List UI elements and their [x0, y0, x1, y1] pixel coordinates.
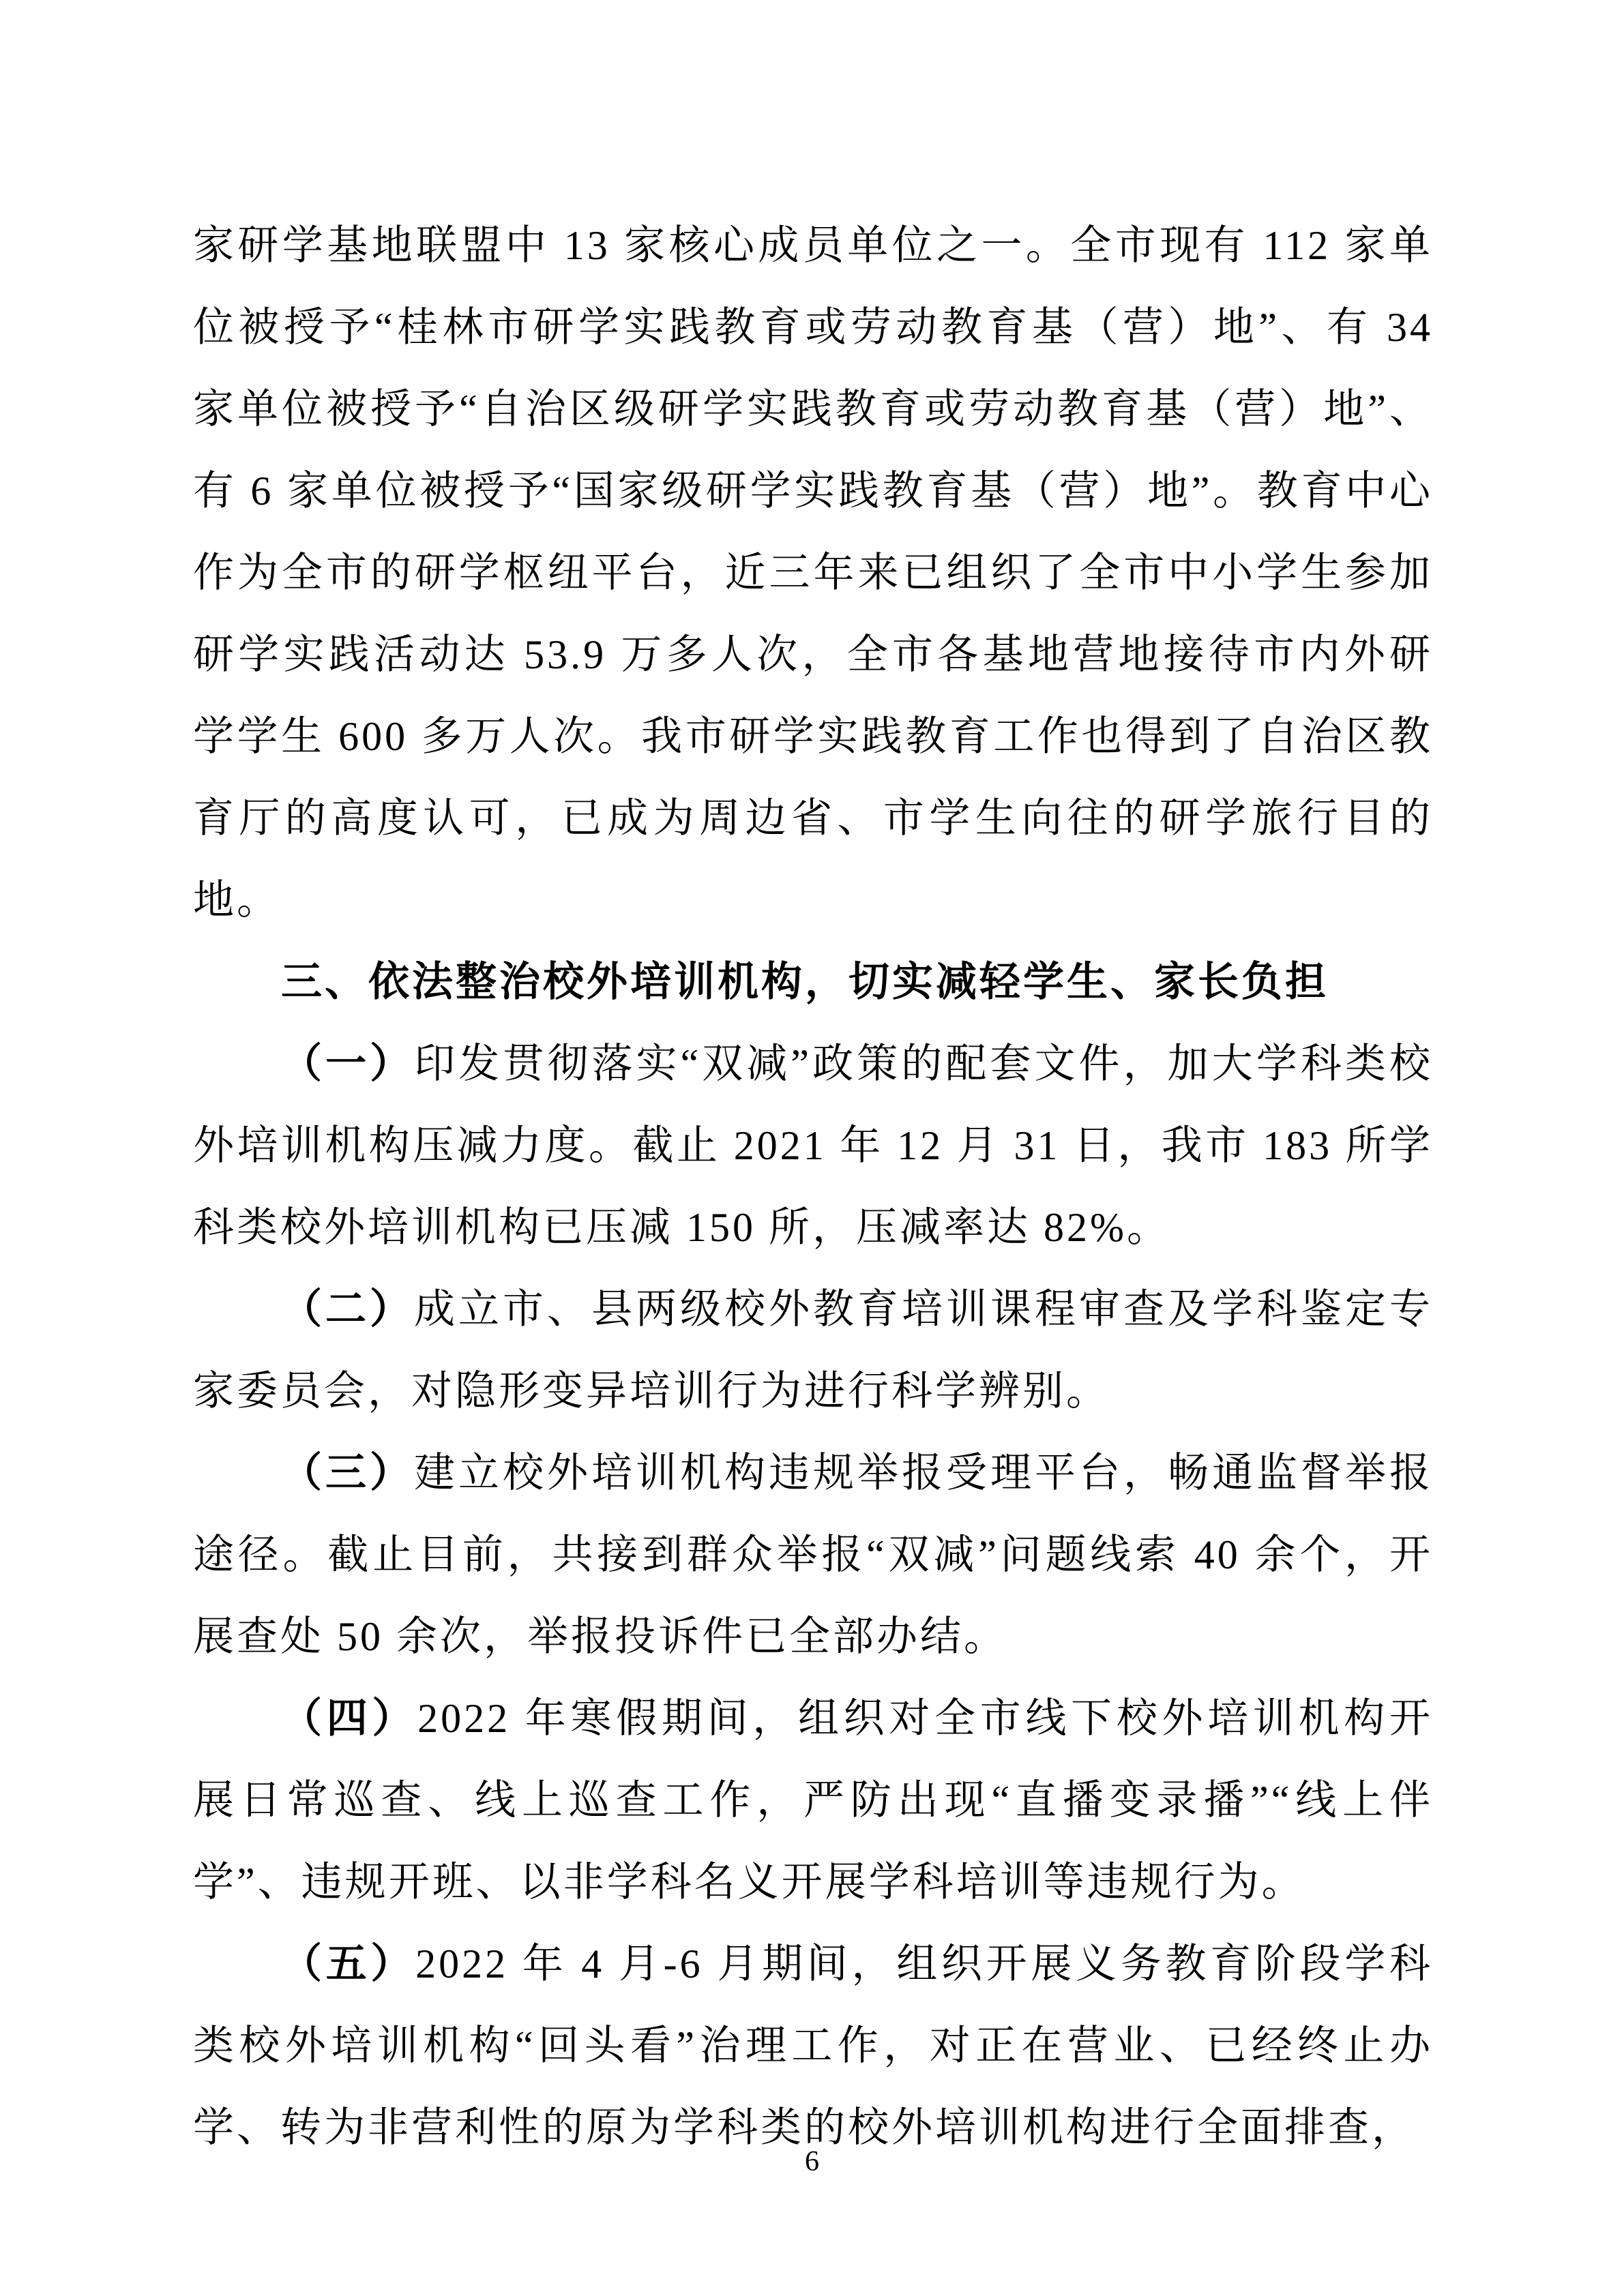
paragraph-text: 建立校外培训机构违规举报受理平台，畅通监督举报途径。截止目前，共接到群众举报“双减”问题线索 40 余个，开展查处 50 余次，举报投诉件已全部办结。 — [193, 1450, 1433, 1659]
paragraph-text: 印发贯彻落实“双减”政策的配套文件，加大学科类校外培训机构压减力度。截止 2021 年 12 月 31 日，我市 183 所学科类校外培训机构已压减 150 所，压减率达 82%。 — [193, 1041, 1433, 1250]
page-number: 6 — [805, 2146, 819, 2177]
paragraph-marker: （四） — [281, 1695, 418, 1741]
section-heading — [193, 941, 1433, 1023]
heading-text: 三、依法整治校外培训机构，切实减轻学生、家长负担 — [281, 959, 1329, 1004]
paragraph-item-5 — [193, 1923, 1433, 2168]
paragraph-text: 2022 年寒假期间，组织对全市线下校外培训机构开展日常巡查、线上巡查工作，严防出现“直播变录播”“线上伴学”、违规开班、以非学科名义开展学科培训等违规行为。 — [193, 1696, 1434, 1905]
paragraph-continued — [193, 205, 1433, 941]
paragraph-item-4 — [193, 1678, 1433, 1923]
paragraph-marker: （五） — [281, 1941, 416, 1986]
paragraph-marker: （一） — [281, 1041, 415, 1086]
paragraph-item-2 — [193, 1268, 1433, 1432]
paragraph-item-1 — [193, 1023, 1433, 1268]
paragraph-text: 成立市、县两级校外教育培训课程审查及学科鉴定专家委员会，对隐形变异培训行为进行科学辨别。 — [193, 1287, 1433, 1414]
paragraph-marker: （三） — [281, 1450, 414, 1495]
paragraph-item-3 — [193, 1432, 1433, 1678]
document-body — [193, 205, 1433, 2168]
paragraph-text: 家研学基地联盟中 13 家核心成员单位之一。全市现有 112 家单位被授予“桂林市研学实践教育或劳动教育基（营）地”、有 34 家单位被授予“自治区级研学实践教育或劳动教育基（营）地”、有 6 家单位被授予“国家级研学实践教育基（营）地”。教育中心作为全市的研学枢纽平台，近三年来已组织了全市中小学生参加研学实践活动达 53.9 万多人次，全市各基地营地接待市内外研学学生 600 多万人次。我市研学实践教育工作也得到了自治区教育厅的高度认可，已成为周边省、市学生向往的研学旅行目的地。 — [193, 223, 1433, 923]
paragraph-text: 2022 年 4 月-6 月期间，组织开展义务教育阶段学科类校外培训机构“回头看”治理工作，对正在营业、已经终止办学、转为非营利性的原为学科类的校外培训机构进行全面排查， — [193, 1941, 1434, 2150]
paragraph-marker: （二） — [281, 1286, 414, 1332]
